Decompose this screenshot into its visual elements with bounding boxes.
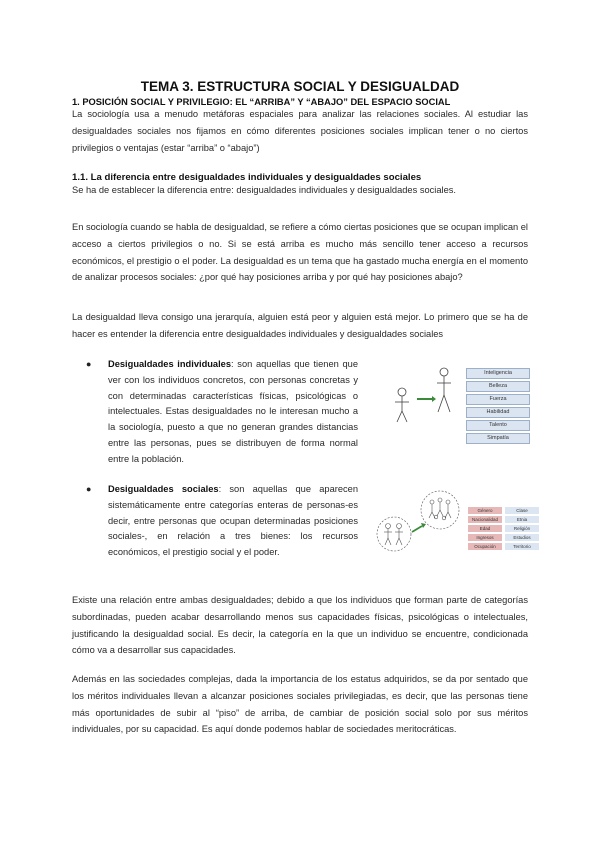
stick-figure-head — [398, 388, 406, 396]
bullet-desc: : son aquellas que aparecen sistemáticamente entre categorías enteras de personas-es decir, entre personas que ocupan determinadas posiciones sociales-, en relación a tres bienes: los recursos económicos, el prestigio social y el poder. — [108, 484, 358, 558]
traits-list — [466, 368, 530, 446]
paragraph-relacion: Existe una relación entre ambas desigualdades; debido a que los individuos que forman parte de categorías subordinadas, pueden acabar desarrollando menos sus capacidades físicas, psicológicas o intelectuales, justificando la desigualdad social. Es decir, la categoría en la que un individuo se encuentre, condicionada cómo va a desarrollar sus capacidades. — [72, 595, 528, 656]
category-row — [468, 543, 542, 550]
category-row — [468, 525, 542, 532]
category-cell: Género — [468, 507, 502, 514]
paragraph-meritocracia: Además en las sociedades complejas, dada la importancia de los estatus adquiridos, se da por sentado que los méritos individuales llevan a alcanzar posiciones sociales privilegiadas, es decir, que las personas tiene más oportunidades de subir al “piso” de arriba, de cambiar de posición social solo por sus méritos individuales, por su capacidad. Es aquí donde podemos hablar de sociedades meritocráticas. — [72, 674, 528, 735]
bullet-dot: ● — [86, 484, 92, 494]
category-cell: Etnia — [505, 516, 539, 523]
category-cell: Territorio — [505, 543, 539, 550]
arrow-icon — [417, 396, 436, 402]
category-row — [468, 516, 542, 523]
bullet-text — [108, 482, 358, 561]
trait-item: Belleza — [466, 381, 530, 392]
section-heading-1: 1. POSICIÓN SOCIAL Y PRIVILEGIO: EL “ARRIBA” Y “ABAJO” DEL ESPACIO SOCIAL — [72, 97, 451, 107]
category-cell: Religión — [505, 525, 539, 532]
category-row — [468, 534, 542, 541]
category-cell: Ingresos — [468, 534, 502, 541]
trait-item: Habilidad — [466, 407, 530, 418]
paragraph-jerarquia: La desigualdad lleva consigo una jerarquía, alguien está peor y alguien está mejor. Lo primero que se ha de hacer es entender la diferencia entre desigualdades individuales y desigualdades sociales — [72, 312, 528, 339]
page-title: TEMA 3. ESTRUCTURA SOCIAL Y DESIGUALDAD — [140, 79, 460, 94]
bullet-term: Desigualdades sociales — [108, 484, 219, 494]
category-cell: Estudios — [505, 534, 539, 541]
bullet-text — [108, 357, 358, 468]
category-cell: Edad — [468, 525, 502, 532]
paragraph-desigualdad: En sociología cuando se habla de desigualdad, se refiere a cómo ciertas posiciones que se ocupan implican el acceso a ciertos privilegios o no. Si se está arriba es mucho más sencillo tener acceso a recursos económicos, el prestigio o el poder. La desigualdad es un tema que ha gastado mucha energía en el momento de analizar procesos sociales: ¿por qué hay posiciones arriba y por qué hay posiciones abajo? — [72, 222, 528, 283]
category-cell: Ocupación — [468, 543, 502, 550]
category-cell: Nacionalidad — [468, 516, 502, 523]
category-row — [468, 507, 542, 514]
arrow-icon — [412, 523, 426, 532]
trait-item: Inteligencia — [466, 368, 530, 379]
section-heading-1-1: 1.1. La diferencia entre desigualdades individuales y desigualdades sociales — [72, 172, 422, 183]
trait-item: Simpatía — [466, 433, 530, 444]
intro-paragraph: La sociología usa a menudo metáforas espaciales para analizar las relaciones sociales. Al estudiar las desigualdades sociales nos fijamos en cómo diferentes posiciones sociales implican tener o no ciertos privilegios o ventajas (estar “arriba” o “abajo”) — [72, 109, 528, 153]
trait-item: Fuerza — [466, 394, 530, 405]
bullet-desc: : son aquellas que tienen que ver con los individuos concretos, con personas concretas y con determinadas características físicas, psicológicas o intelectuales. Estas desigualdades no le interesan mucho a la sociología, puesto a que no generan grandes distancias entre las personas, pues se distribuyen de forma normal entre la población. — [108, 359, 358, 464]
individual-figure — [392, 365, 464, 427]
trait-item: Talento — [466, 420, 530, 431]
lead-paragraph: Se ha de establecer la diferencia entre: desigualdades individuales y desigualdades sociales. — [72, 185, 457, 195]
social-figure — [372, 490, 468, 560]
bullet-dot: ● — [86, 359, 92, 369]
category-cell: Clase — [505, 507, 539, 514]
categories-table — [468, 507, 542, 552]
bullet-term: Desigualdades individuales — [108, 359, 232, 369]
